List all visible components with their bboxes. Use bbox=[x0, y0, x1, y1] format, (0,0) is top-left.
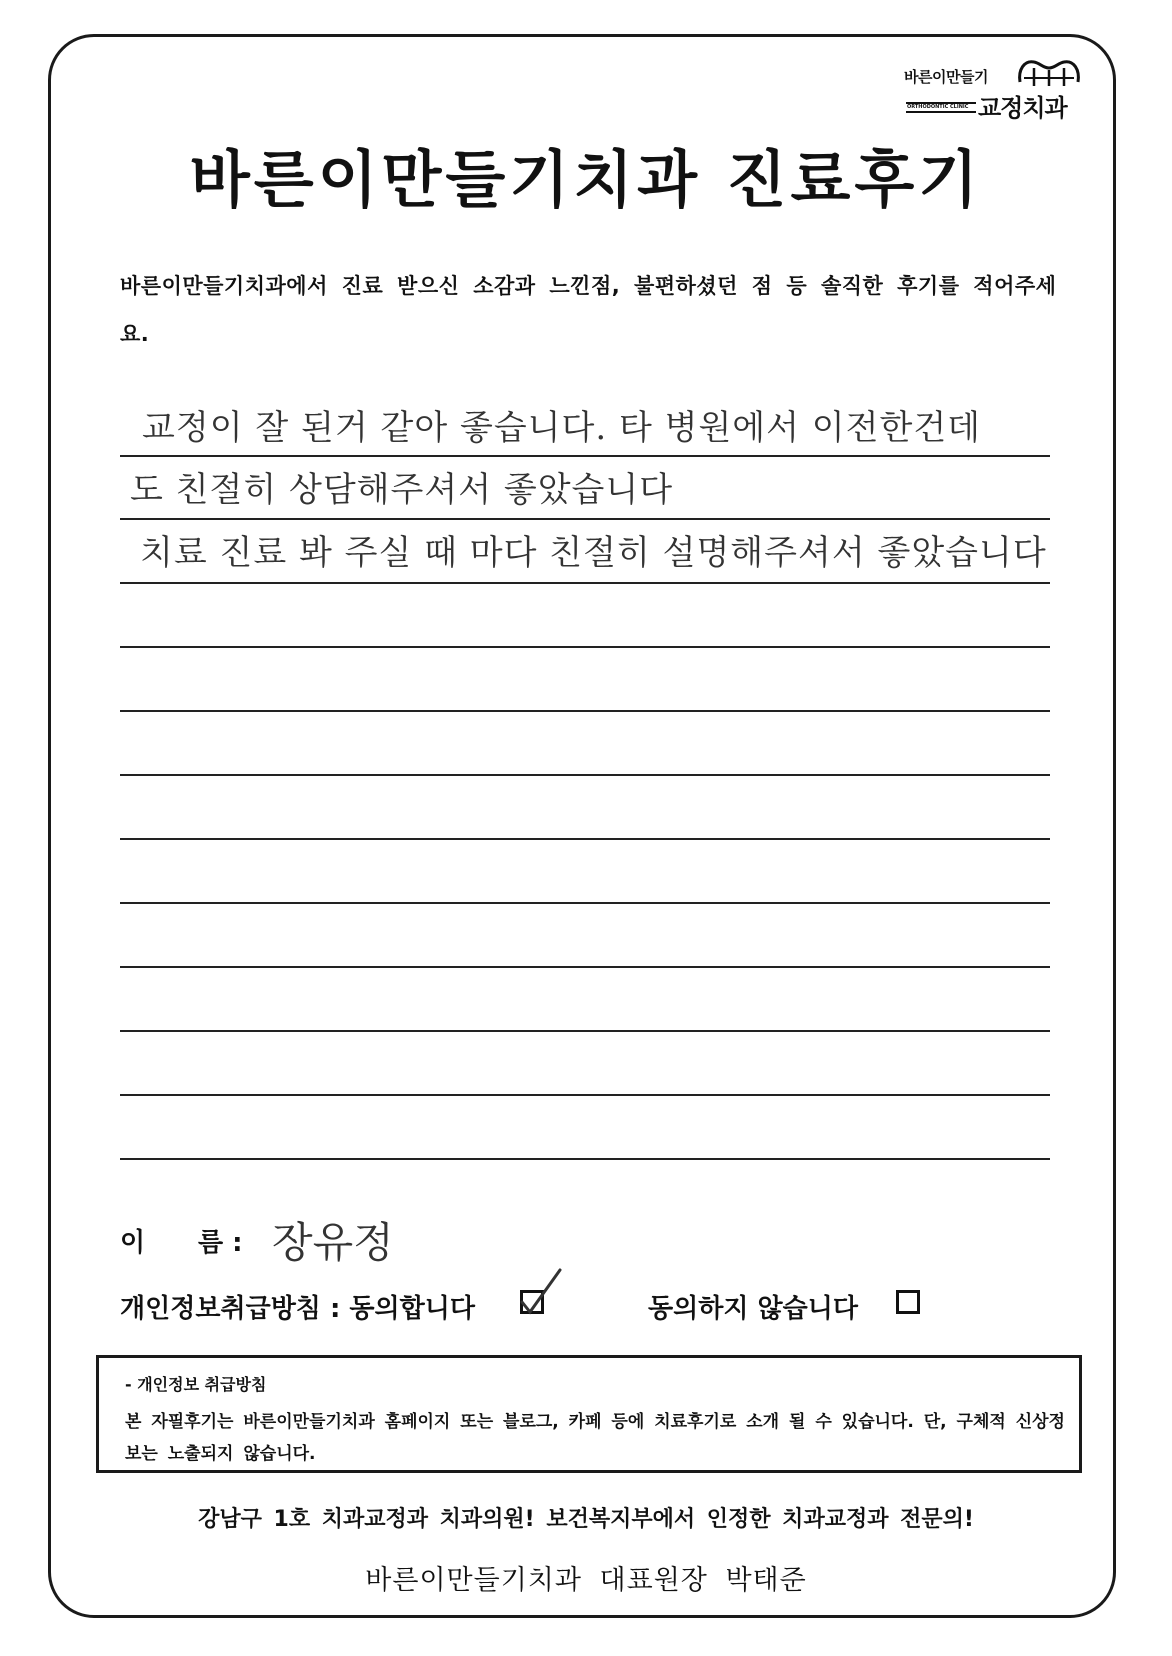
policy-heading: - 개인정보 취급방침 bbox=[125, 1375, 267, 1394]
writing-line bbox=[120, 838, 1050, 840]
tooth-icon bbox=[1016, 56, 1082, 90]
writing-line bbox=[120, 455, 1050, 457]
writing-line bbox=[120, 1030, 1050, 1032]
clinic-logo bbox=[904, 56, 1090, 128]
writing-line bbox=[120, 1094, 1050, 1096]
logo-main: 교정치과 bbox=[978, 94, 1067, 122]
writing-line bbox=[120, 902, 1050, 904]
review-line-1[interactable]: 교정이 잘 된거 같아 좋습니다. 타 병원에서 이전한건데 bbox=[142, 408, 982, 448]
writing-line bbox=[120, 1158, 1050, 1160]
writing-line bbox=[120, 774, 1050, 776]
footer-slogan: 강남구 1호 치과교정과 치과의원! 보건복지부에서 인정한 치과교정과 전문의! bbox=[198, 1507, 974, 1532]
review-line-2[interactable]: 도 친절히 상담해주셔서 좋았습니다 bbox=[130, 470, 674, 510]
writing-line bbox=[120, 518, 1050, 520]
disagree-label: 동의하지 않습니다 bbox=[648, 1294, 858, 1324]
instructions: 바른이만들기치과에서 진료 받으신 소감과 느낀점, 불편하셨던 점 등 솔직한 후기를 적어주세요. bbox=[120, 274, 1057, 346]
disagree-checkbox[interactable] bbox=[896, 1290, 920, 1314]
writing-line bbox=[120, 966, 1050, 968]
writing-line bbox=[120, 710, 1050, 712]
writing-line bbox=[120, 646, 1050, 648]
footer-director: 바른이만들기치과 대표원장 박태준 bbox=[365, 1565, 807, 1596]
review-line-3[interactable]: 치료 진료 봐 주실 때 마다 친절히 설명해주셔서 좋았습니다 bbox=[140, 533, 1047, 573]
consent-label: 개인정보취급방침 : 동의합니다 bbox=[120, 1294, 476, 1324]
logo-name: 바른이만들기 bbox=[904, 68, 988, 86]
writing-line bbox=[120, 582, 1050, 584]
check-icon bbox=[516, 1266, 564, 1318]
page-title: 바른이만들기치과 진료후기 bbox=[189, 143, 983, 216]
name-label: 이 름 : bbox=[120, 1228, 243, 1258]
name-field[interactable]: 장유정 bbox=[272, 1218, 394, 1267]
privacy-policy-box bbox=[96, 1355, 1082, 1473]
logo-subtitle: ORTHODONTIC CLINIC bbox=[906, 102, 976, 113]
policy-body: 본 자필후기는 바른이만들기치과 홈페이지 또는 블로그, 카페 등에 치료후기로 소개 될 수 있습니다. 단, 구체적 신상정보는 노출되지 않습니다. bbox=[125, 1412, 1065, 1464]
